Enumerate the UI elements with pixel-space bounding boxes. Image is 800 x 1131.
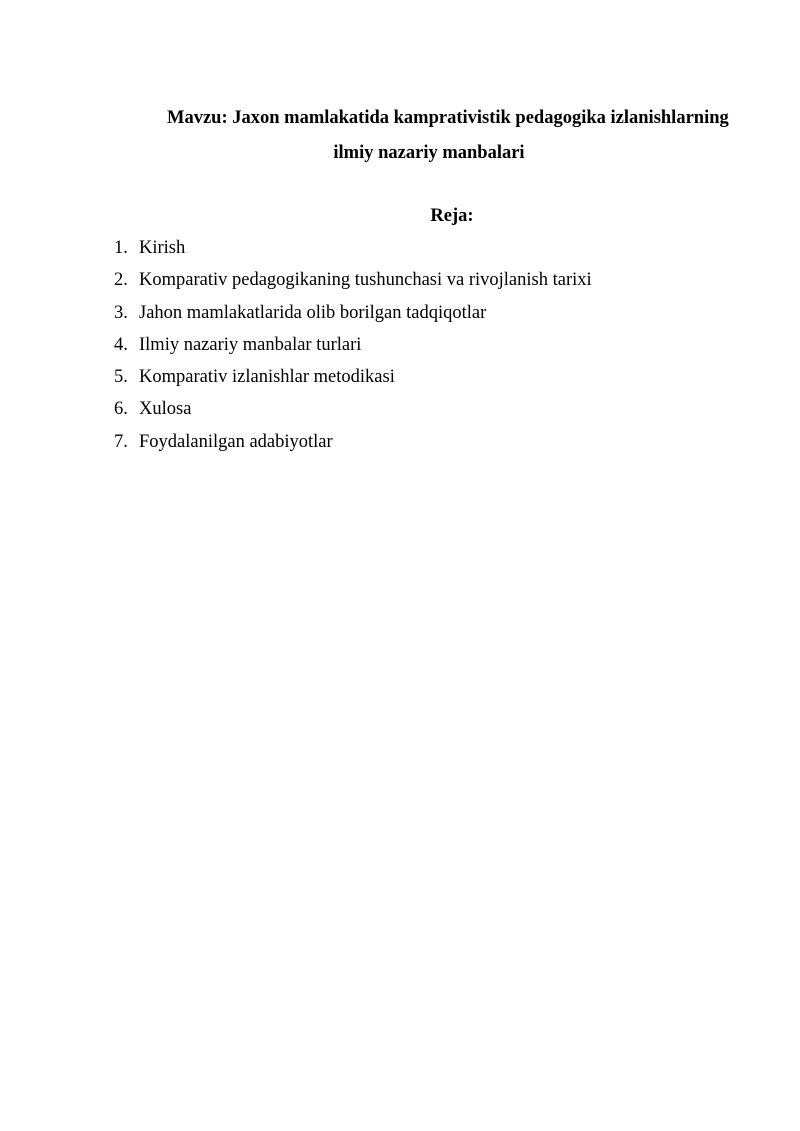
plan-heading: Reja: <box>430 206 474 226</box>
plan-item-text: Komparativ izlanishlar metodikasi <box>139 367 395 388</box>
plan-item-number: 2. <box>114 270 128 291</box>
plan-list <box>114 238 592 464</box>
plan-item <box>114 367 592 399</box>
plan-item <box>114 335 592 367</box>
plan-item <box>114 432 592 464</box>
plan-item-number: 4. <box>114 334 128 355</box>
plan-item <box>114 270 592 302</box>
plan-item-text: Kirish <box>139 238 186 258</box>
document-title-line-1: Mavzu: Jaxon mamlakatida kamprativistik pedagogika izlanishlarning <box>167 108 729 128</box>
plan-item-text: Ilmiy nazariy manbalar turlari <box>139 334 362 355</box>
plan-item <box>114 303 592 335</box>
plan-item-number: 6. <box>114 399 128 420</box>
plan-item-text: Xulosa <box>139 399 192 420</box>
plan-item-text: Komparativ pedagogikaning tushunchasi va rivojlanish tarixi <box>139 270 592 291</box>
plan-item-text: Jahon mamlakatlarida olib borilgan tadqiqotlar <box>139 302 487 323</box>
plan-item-number: 7. <box>114 431 128 452</box>
plan-item <box>114 399 592 431</box>
plan-item-number: 1. <box>114 238 128 258</box>
document-title-line-2: ilmiy nazariy manbalari <box>333 143 525 163</box>
plan-item-number: 5. <box>114 367 128 388</box>
plan-item <box>114 238 592 270</box>
plan-item-number: 3. <box>114 302 128 323</box>
plan-item-text: Foydalanilgan adabiyotlar <box>139 431 333 452</box>
